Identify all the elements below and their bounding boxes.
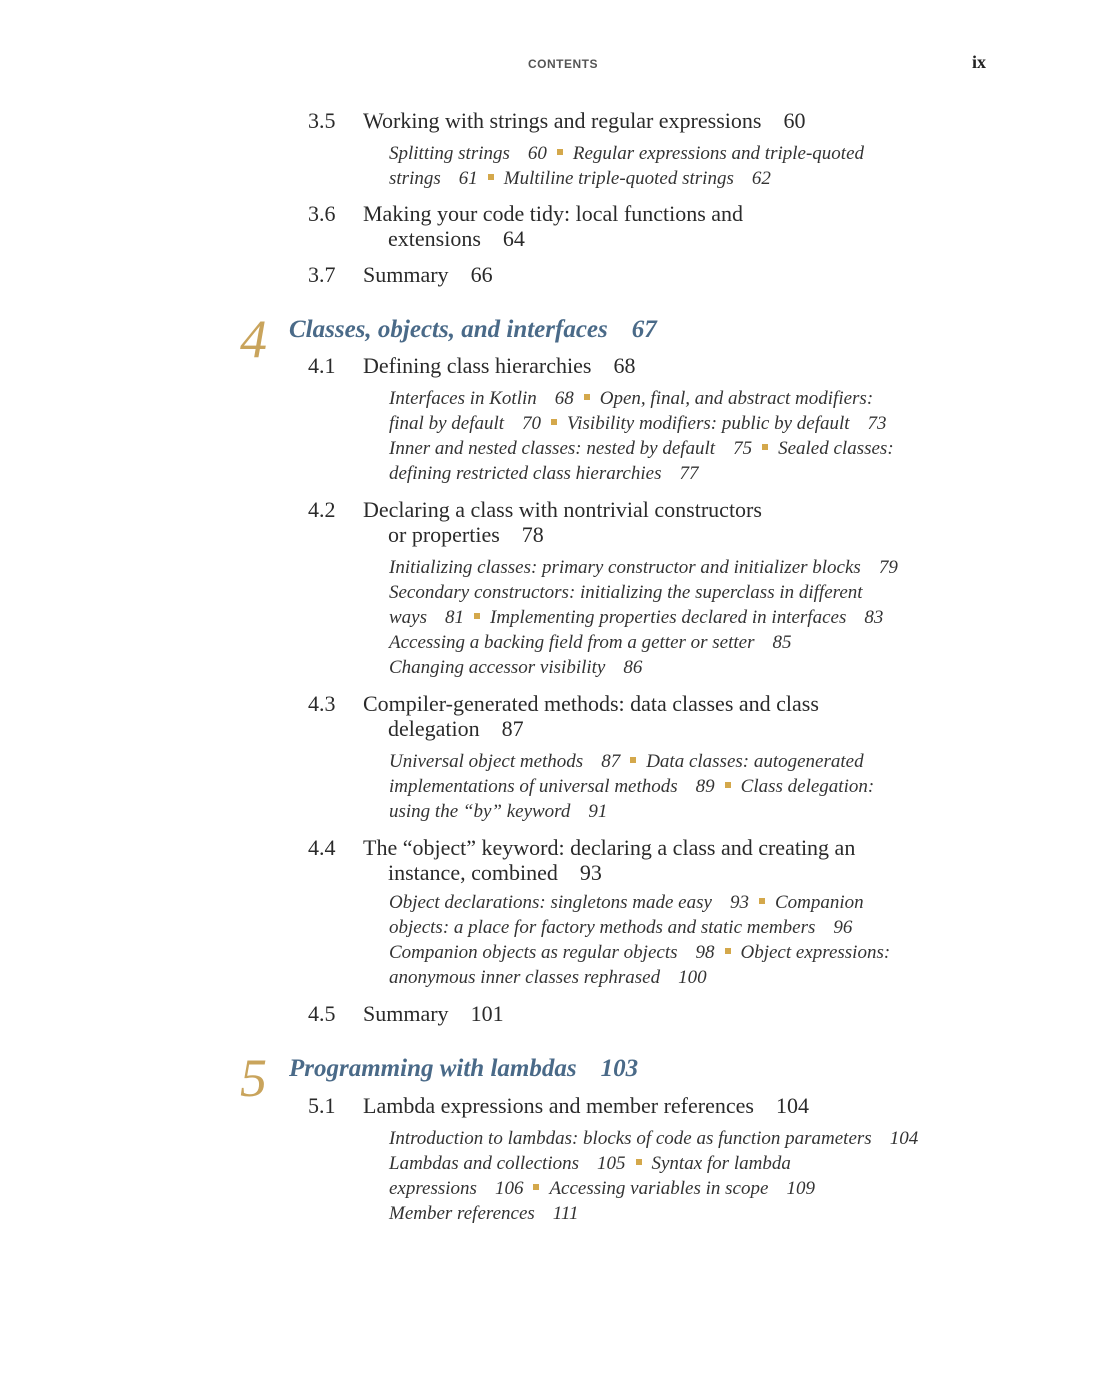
section-page: 68 <box>613 353 636 378</box>
section-title-cont: delegation 87 <box>388 716 524 741</box>
section-number: 5.1 <box>308 1093 336 1118</box>
bullet-icon <box>725 782 731 788</box>
bullet-icon <box>725 948 731 954</box>
section-number: 4.1 <box>308 353 336 378</box>
section-number: 4.5 <box>308 1001 336 1026</box>
section-title: Declaring a class with nontrivial constructors <box>363 497 762 522</box>
subsections-4-3: Universal object methods 87 Data classes: autogenerated implementations of universal methods 89 Class delegation: using the “by” keyword 91 <box>389 751 875 822</box>
chapter-title: Classes, objects, and interfaces 67 <box>289 316 657 343</box>
section-number: 3.6 <box>308 201 336 226</box>
section-page: 78 <box>521 522 544 547</box>
section-page: 93 <box>579 860 602 885</box>
chapter-page: 103 <box>600 1055 639 1082</box>
section-page: 104 <box>775 1093 809 1118</box>
section-title: Making your code tidy: local functions and <box>363 201 744 226</box>
bullet-icon <box>584 394 590 400</box>
section-title-cont: instance, combined 93 <box>388 860 602 885</box>
section-title: Summary 101 <box>363 1001 504 1026</box>
bullet-icon <box>630 757 636 763</box>
section-page: 101 <box>470 1001 504 1026</box>
section-title: Summary 66 <box>363 262 493 287</box>
section-page: 60 <box>783 108 806 133</box>
bullet-icon <box>762 444 768 450</box>
section-title: Lambda expressions and member references 104 <box>363 1093 809 1118</box>
subsections-4-2: Initializing classes: primary constructor and initializer blocks 79 Secondary constructors: initializing the superclass in different ways 81 Implementing properties declared in interfaces 83 Accessing a backing field from a getter or setter 85 Changing accessor visibility 86 <box>389 557 898 678</box>
section-number: 4.4 <box>308 835 336 860</box>
section-number: 3.7 <box>308 262 336 287</box>
running-head: CONTENTS <box>528 57 598 71</box>
section-title: The “object” keyword: declaring a class and creating an <box>363 835 856 860</box>
subsections-5-1: Introduction to lambdas: blocks of code as function parameters 104 Lambdas and collections 105 Syntax for lambda expressions 106 Accessing variables in scope 109 Member references 111 <box>389 1128 919 1224</box>
section-title-cont: or properties 78 <box>388 522 544 547</box>
chapter-page: 67 <box>631 316 657 343</box>
subsections-4-1: Interfaces in Kotlin 68 Open, final, and abstract modifiers: final by default 70 Visibility modifiers: public by default 73 Inner and nested classes: nested by default 75 Sealed classes: defining restricted class hierarchies 77 <box>389 388 894 484</box>
bullet-icon <box>759 898 765 904</box>
bullet-icon <box>474 613 480 619</box>
chapter-number: 5 <box>240 1048 267 1108</box>
bullet-icon <box>533 1184 539 1190</box>
subsections-3-5: Splitting strings 60 Regular expressions and triple-quoted strings 61 Multiline triple-quoted strings 62 <box>389 143 865 189</box>
section-page: 64 <box>502 226 525 251</box>
page-number: ix <box>972 52 987 72</box>
bullet-icon <box>557 149 563 155</box>
section-number: 4.3 <box>308 691 336 716</box>
section-number: 3.5 <box>308 108 336 133</box>
chapter-number: 4 <box>240 309 267 369</box>
section-number: 4.2 <box>308 497 336 522</box>
subsections-4-4: Object declarations: singletons made easy 93 Companion objects: a place for factory methods and static members 96 Companion objects as regular objects 98 Object expressions: anonymous inner classes rephrased 100 <box>389 892 891 988</box>
bullet-icon <box>551 419 557 425</box>
section-page: 87 <box>501 716 524 741</box>
section-title-cont: extensions 64 <box>388 226 525 251</box>
bullet-icon <box>488 174 494 180</box>
section-title: Compiler-generated methods: data classes and class <box>363 691 819 716</box>
section-title: Defining class hierarchies 68 <box>363 353 636 378</box>
section-page: 66 <box>470 262 493 287</box>
chapter-title: Programming with lambdas 103 <box>289 1055 639 1082</box>
section-title: Working with strings and regular expressions 60 <box>363 108 806 133</box>
bullet-icon <box>636 1159 642 1165</box>
